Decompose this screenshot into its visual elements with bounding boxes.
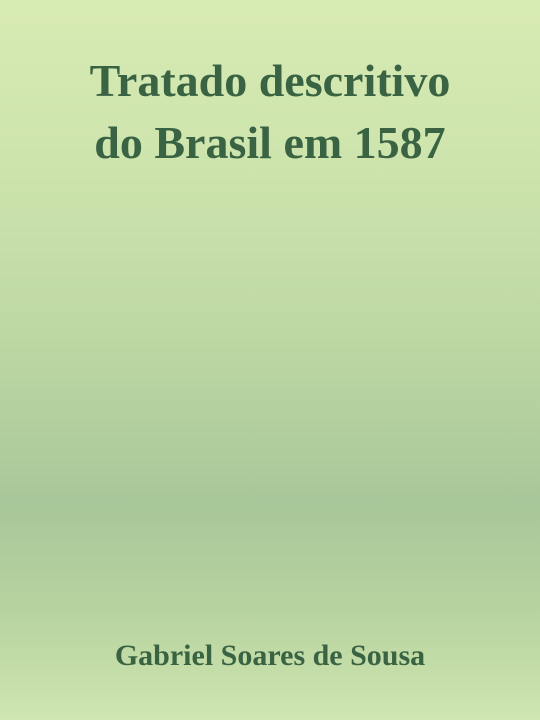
title-line-1: Tratado descritivo — [89, 55, 451, 106]
title-line-2: do Brasil em 1587 — [94, 117, 446, 168]
book-title — [0, 50, 540, 174]
book-author: Gabriel Soares de Sousa — [114, 639, 426, 672]
